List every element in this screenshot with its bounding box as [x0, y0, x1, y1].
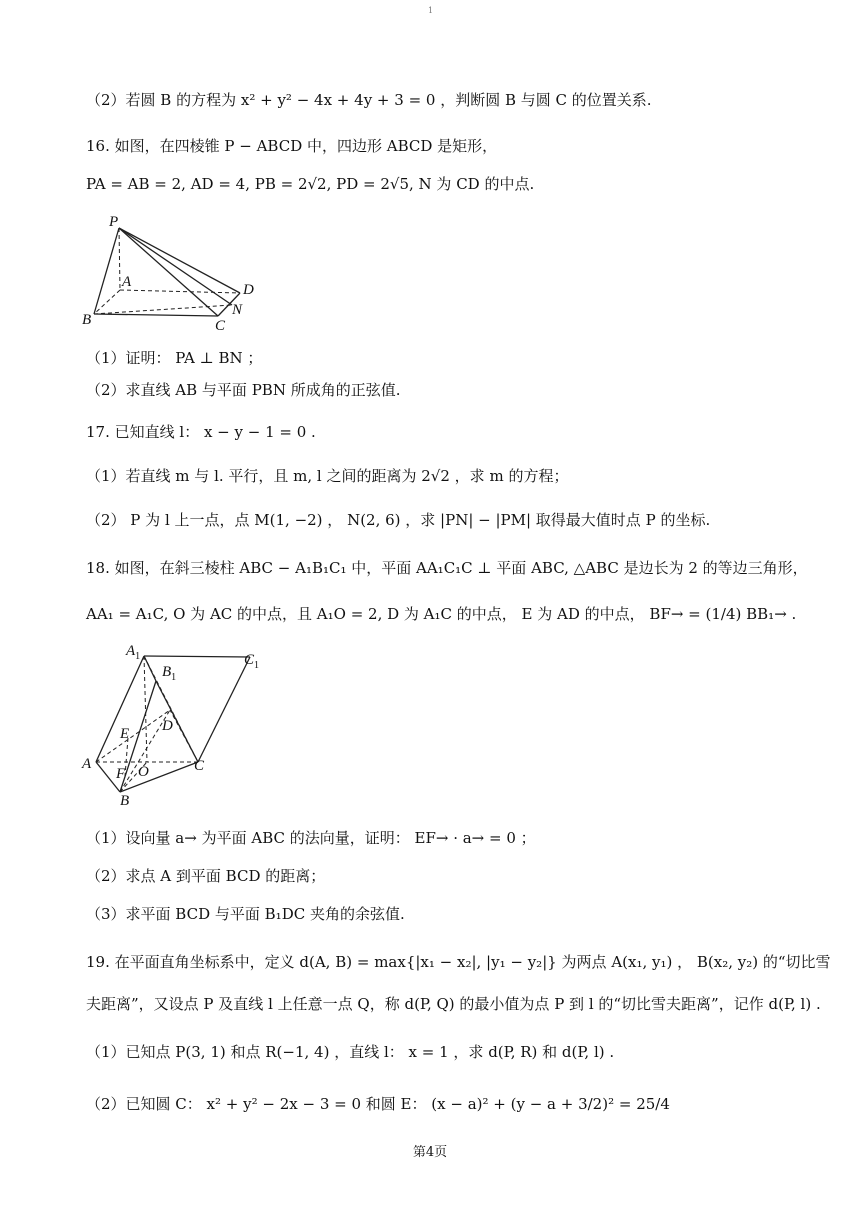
q19-part2: （2）已知圆 C： x² + y² − 2x − 3 = 0 和圆 E： (x − a)² + (y − a + 3/2)² = 25/4	[86, 1095, 670, 1113]
label-D: D	[243, 282, 254, 298]
q19-stem-1: 19. 在平面直角坐标系中，定义 d(A, B) = max{|x₁ − x₂|, |y₁ − y₂|} 为两点 A(x₁, y₁) ， B(x₂, y₂) 的“切比雪	[86, 953, 831, 971]
q16-stem: 16. 如图，在四棱锥 P − ABCD 中，四边形 ABCD 是矩形，	[86, 137, 498, 155]
q17-part2: （2） P 为 l 上一点，点 M(1, −2) ， N(2, 6) ，求 |PN| − |PM| 取得最大值时点 P 的坐标.	[86, 511, 711, 529]
label-B: B	[120, 793, 130, 809]
q18-stem: 18. 如图，在斜三棱柱 ABC − A₁B₁C₁ 中，平面 AA₁C₁C ⊥ 平面 ABC, △ABC 是边长为 2 的等边三角形，	[86, 559, 808, 577]
label-A1: $A_1$	[126, 643, 141, 662]
label-C: C	[194, 758, 205, 774]
figure-prism	[80, 640, 280, 810]
label-N: N	[232, 302, 243, 318]
figure-pyramid	[82, 212, 272, 332]
q17-stem: 17. 已知直线 l： x − y − 1 = 0 .	[86, 423, 316, 441]
q19-stem-2: 夫距离”，又设点 P 及直线 l 上任意一点 Q，称 d(P, Q) 的最小值为点 P 到 l 的“切比雪夫距离”，记作 d(P, l) .	[86, 995, 821, 1013]
label-O: O	[138, 764, 149, 780]
q18-part3: （3）求平面 BCD 与平面 B₁DC 夹角的余弦值.	[86, 905, 405, 923]
label-D: D	[162, 718, 173, 734]
page-top-mark: 1	[428, 6, 434, 15]
label-B: B	[82, 312, 92, 328]
page-footer: 第4页	[412, 1145, 448, 1160]
q15-part2: （2）若圆 B 的方程为 x² + y² − 4x + 4y + 3 = 0 ，判断圆 B 与圆 C 的位置关系.	[86, 91, 652, 109]
q17-part1: （1）若直线 m 与 l. 平行，且 m, l 之间的距离为 2√2 ，求 m 的方程；	[86, 467, 569, 485]
q16-conditions: PA = AB = 2, AD = 4, PB = 2√2, PD = 2√5, N 为 CD 的中点.	[86, 175, 535, 193]
label-C: C	[215, 318, 226, 332]
label-B1: $B_1$	[162, 664, 177, 683]
q18-part2: （2）求点 A 到平面 BCD 的距离；	[86, 867, 326, 885]
q16-part2: （2）求直线 AB 与平面 PBN 所成角的正弦值.	[86, 381, 401, 399]
label-C1: $C_1$	[244, 652, 260, 671]
label-E: E	[120, 726, 130, 742]
q18-conditions: AA₁ = A₁C, O 为 AC 的中点，且 A₁O = 2, D 为 A₁C 的中点， E 为 AD 的中点， BF→ = (1/4) BB₁→ .	[86, 605, 797, 623]
q18-part1: （1）设向量 a→ 为平面 ABC 的法向量，证明： EF→ · a→ = 0 ；	[86, 829, 536, 847]
label-F: F	[116, 766, 126, 782]
q16-part1: （1）证明： PA ⊥ BN ；	[86, 349, 263, 367]
label-P: P	[109, 214, 119, 230]
label-A: A	[82, 756, 92, 772]
label-A: A	[122, 274, 132, 290]
q19-part1: （1）已知点 P(3, 1) 和点 R(−1, 4) ，直线 l： x = 1 ，求 d(P, R) 和 d(P, l) .	[86, 1043, 615, 1061]
